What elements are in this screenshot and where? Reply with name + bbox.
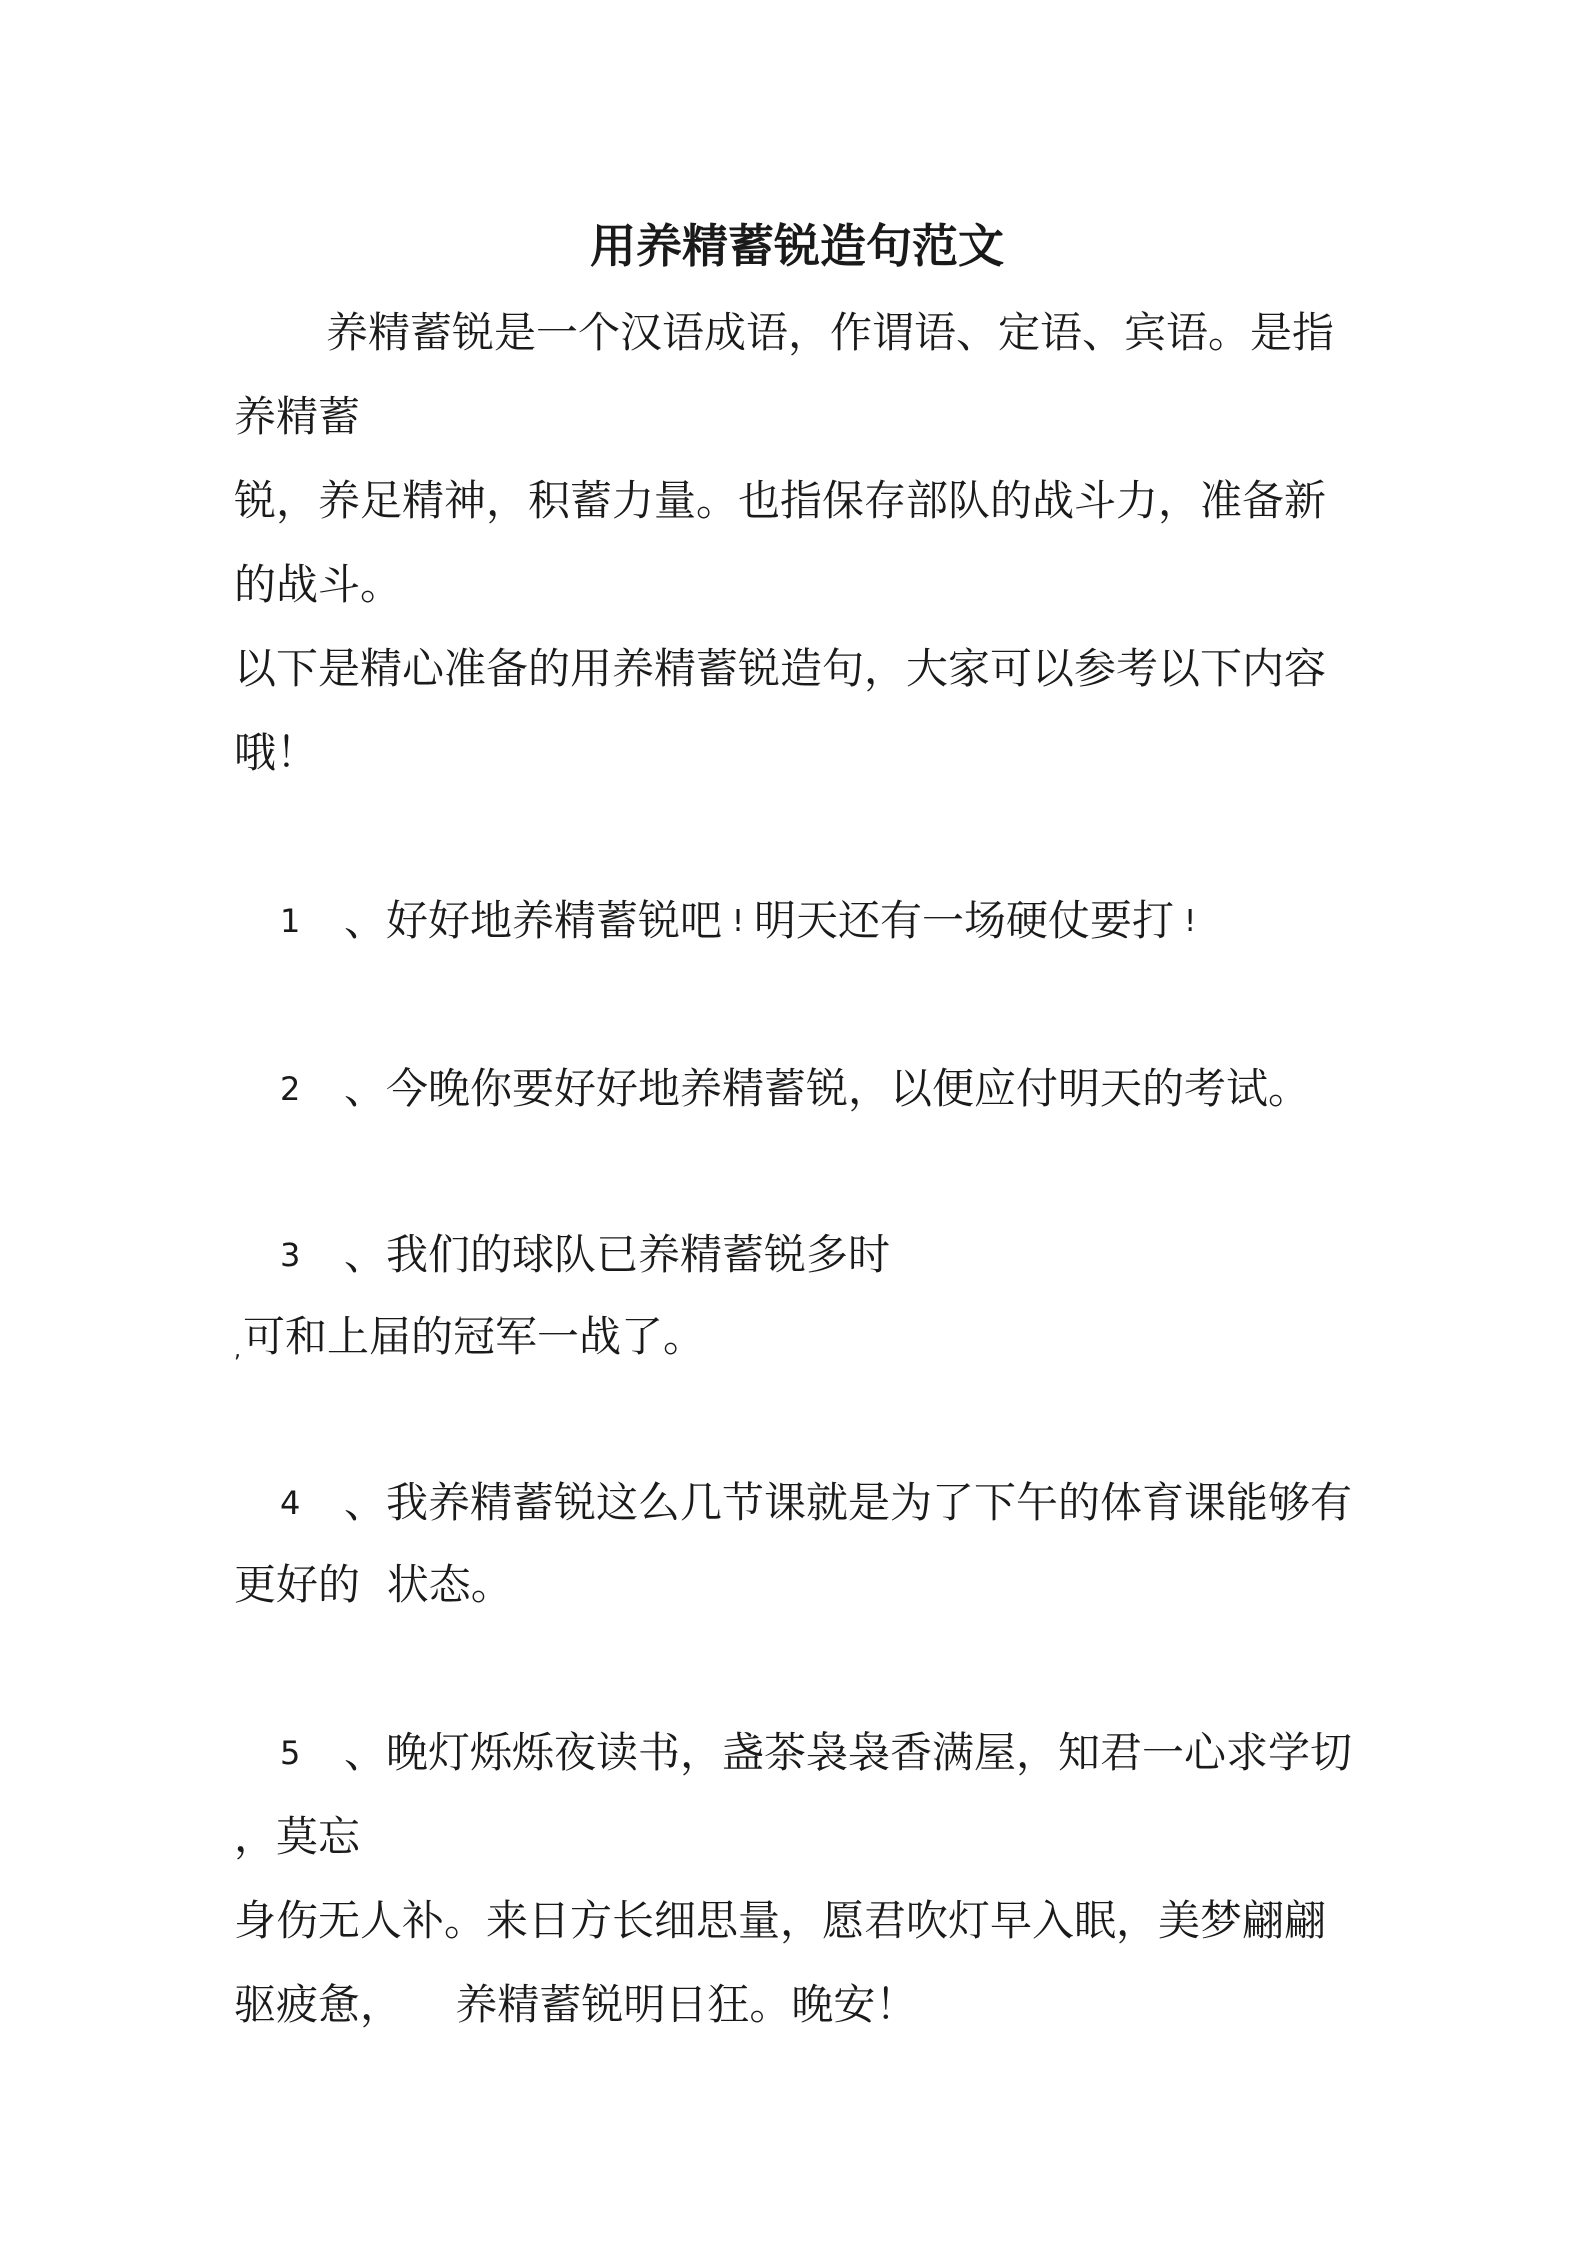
continuation-mark: , bbox=[234, 1338, 241, 1363]
item-number: 4 bbox=[280, 1484, 301, 1522]
intro-line: 锐，养足精神，积蓄力量。也指保存部队的战斗力，准备新 bbox=[234, 476, 1327, 525]
item-text-part: 明天还有一场硬仗要打 bbox=[754, 896, 1175, 945]
item-number: 3 bbox=[280, 1236, 301, 1274]
intro-line: 养精蓄锐是一个汉语成语，作谓语、定语、宾语。是指 bbox=[326, 308, 1335, 357]
item-continuation: 身伤无人补。来日方长细思量，愿君吹灯早入眠，美梦翩翩 bbox=[234, 1896, 1327, 1945]
item-continuation: ，莫忘 bbox=[234, 1812, 361, 1861]
item-text: 、今晚你要好好地养精蓄锐，以便应付明天的考试。 bbox=[344, 1064, 1311, 1113]
item-text bbox=[344, 892, 1206, 951]
document-title: 用养精蓄锐造句范文 bbox=[590, 219, 1004, 273]
item-continuation: 更好的 状态。 bbox=[234, 1560, 513, 1609]
continuation-text: 可和上届的冠军一战了。 bbox=[243, 1312, 706, 1361]
intro-line: 哦！ bbox=[234, 728, 319, 777]
item-continuation bbox=[234, 1308, 705, 1380]
item-number: 5 bbox=[280, 1734, 301, 1772]
item-text-part: 、好好地养精蓄锐吧 bbox=[344, 896, 723, 945]
intro-line: 的战斗。 bbox=[234, 560, 403, 609]
item-continuation: 驱疲惫， 养精蓄锐明日狂。晚安！ bbox=[234, 1980, 918, 2029]
item-text: 、晚灯烁烁夜读书，盏茶袅袅香满屋，知君一心求学切 bbox=[344, 1728, 1353, 1777]
intro-line: 以下是精心准备的用养精蓄锐造句，大家可以参考以下内容 bbox=[234, 644, 1327, 693]
exclamation-mark: ! bbox=[1184, 904, 1197, 939]
item-text: 、我们的球队已养精蓄锐多时 bbox=[344, 1230, 891, 1279]
item-number: 2 bbox=[280, 1070, 301, 1108]
intro-line: 养精蓄 bbox=[234, 392, 361, 441]
exclamation-mark: ! bbox=[732, 904, 745, 939]
item-text: 、我养精蓄锐这么几节课就是为了下午的体育课能够有 bbox=[344, 1478, 1353, 1527]
item-number: 1 bbox=[280, 902, 301, 940]
